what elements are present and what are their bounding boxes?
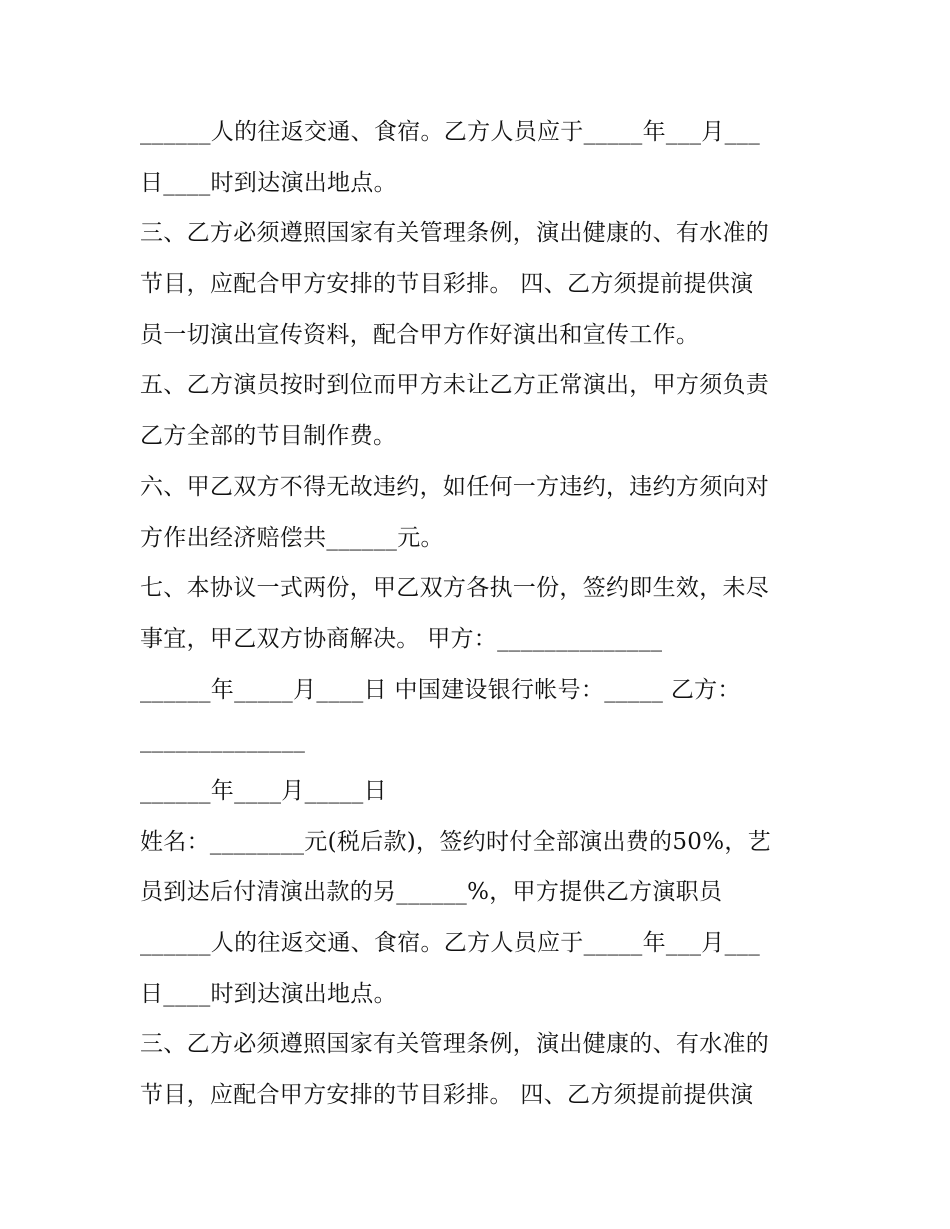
text-line: 事宜，甲乙双方协商解决。 甲方：______________: [140, 625, 663, 652]
text-line: 员到达后付清演出款的另______%，甲方提供乙方演职员: [140, 879, 723, 906]
text-line: ______年_____月____日 中国建设银行帐号：_____ 乙方：: [140, 676, 741, 703]
text-line: 日____时到达演出地点。: [140, 980, 397, 1007]
text-line: 六、甲乙双方不得无故违约，如任何一方违约，违约方须向对: [140, 473, 770, 500]
text-line: 乙方全部的节目制作费。: [140, 423, 397, 450]
text-line: ______年____月_____日: [140, 777, 387, 804]
text-line: 节目，应配合甲方安排的节目彩排。 四、乙方须提前提供演: [140, 1082, 754, 1109]
text-line: 三、乙方必须遵照国家有关管理条例，演出健康的、有水准的: [140, 220, 770, 247]
text-line: 三、乙方必须遵照国家有关管理条例，演出健康的、有水准的: [140, 1031, 770, 1058]
text-line: 日____时到达演出地点。: [140, 169, 397, 196]
text-line: ______人的往返交通、食宿。乙方人员应于_____年___月___: [140, 930, 760, 956]
text-line: ______________: [140, 727, 306, 754]
text-line: 五、乙方演员按时到位而甲方未让乙方正常演出，甲方须负责: [140, 372, 770, 399]
text-line: ______人的往返交通、食宿。乙方人员应于_____年___月___: [140, 119, 760, 145]
contract-text: [140, 107, 820, 1121]
text-line: 方作出经济赔偿共______元。: [140, 524, 444, 551]
text-line: 姓名：________元(税后款)，签约时付全部演出费的50%，艺: [140, 828, 771, 855]
text-line: 七、本协议一式两份，甲乙双方各执一份，签约即生效，未尽: [140, 575, 770, 602]
text-line: 员一切演出宣传资料，配合甲方作好演出和宣传工作。: [140, 321, 700, 348]
text-line: 节目，应配合甲方安排的节目彩排。 四、乙方须提前提供演: [140, 271, 754, 298]
